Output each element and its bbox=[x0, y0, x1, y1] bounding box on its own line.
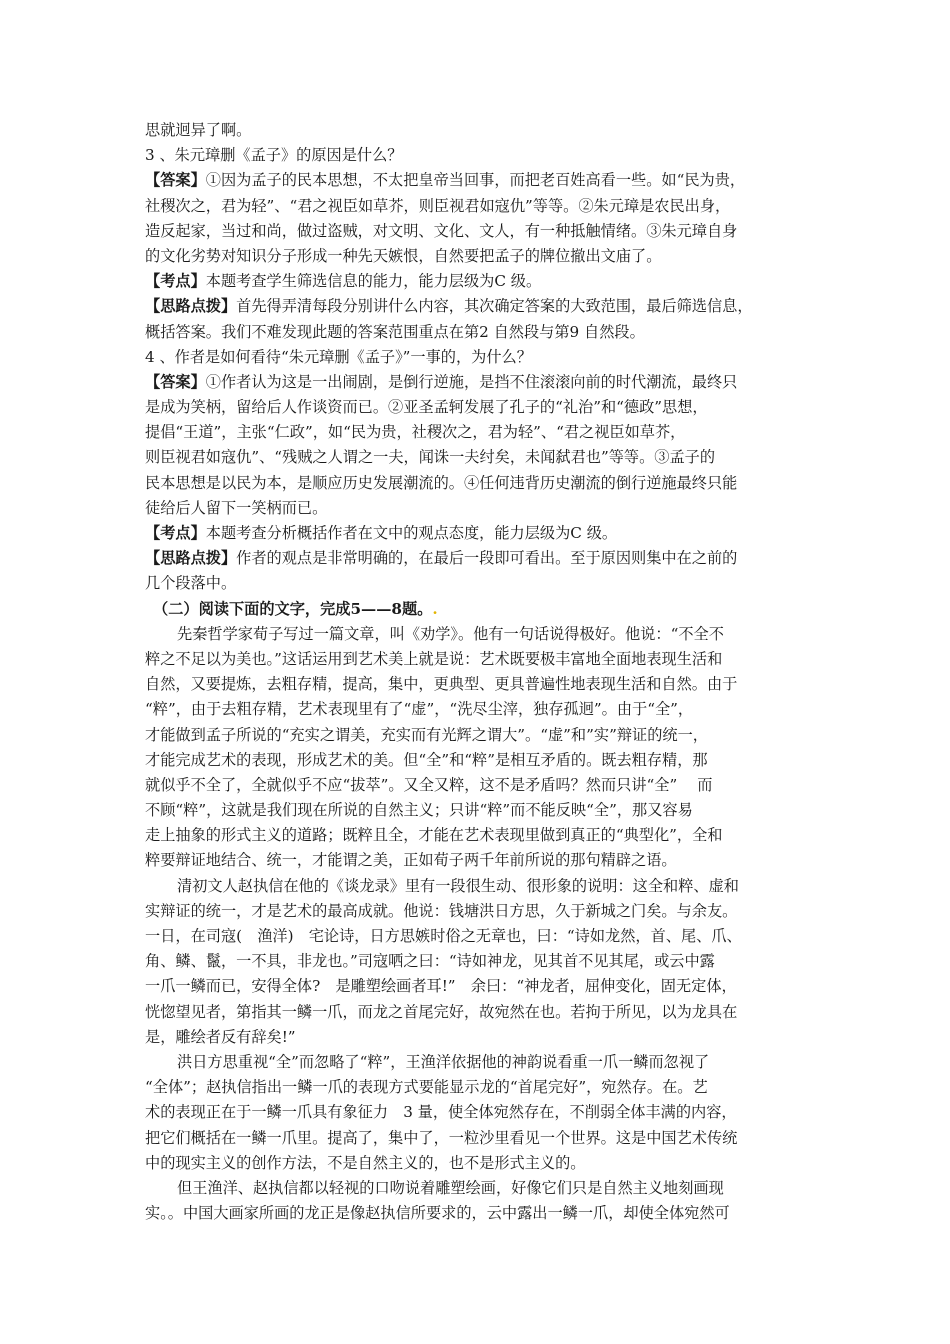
p1-line-7: 就似乎不全了，全就似乎不应“拔萃”。又全又粹，这不是矛盾吗？然而只讲“全” 而 bbox=[145, 775, 713, 794]
hint-label: 【思路点拨】 bbox=[145, 549, 237, 568]
p3-line-2-text: “全体”；赵执信指出一鳞一爪的表现方式要能显示龙的“首尾完好”，宛然存 bbox=[145, 1078, 647, 1097]
q4-point bbox=[145, 521, 805, 546]
q4-answer-line-5: 民本思想是以民为本，是顺应历史发展潮流的。④任何违背历史潮流的倒行逆施最终只能 bbox=[145, 473, 738, 492]
p3-line-2 bbox=[145, 1075, 805, 1100]
p3-line-2-tail: 。在。艺 bbox=[646, 1078, 708, 1097]
p2-line-7: 是，雕绘者反有辞矣!” bbox=[145, 1027, 296, 1046]
q3-answer-line-3: 造反起家，当过和尚，做过盗贼，对文明、文化、文人，有一种抵触情绪。③朱元璋自身 bbox=[145, 221, 738, 240]
q4-hint-text: 作者的观点是非常明确的，在最后一段即可看出。至于原因则集中在之前的 bbox=[236, 549, 738, 568]
q3-hint-line-1 bbox=[145, 294, 805, 319]
p1-line-9: 走上抽象的形式主义的道路；既粹且全，才能在艺术表现里做到真正的“典型化”，全和 bbox=[145, 826, 723, 845]
p1-line-3: 自然，又要提炼，去粗存精，提高，集中，更典型、更具普遍性地表现生活和自然。由于 bbox=[145, 675, 738, 694]
p4-line-1: 但王渔洋、赵执信都以轻视的口吻说着雕塑绘画，好像它们只是自然主义地刻画现 bbox=[177, 1178, 724, 1197]
q3-hint-text: 首先得弄清每段分别讲什么内容，其次确定答案的大致范围，最后筛选信息， bbox=[236, 297, 753, 316]
point-label: 【考点】 bbox=[145, 272, 206, 291]
p2-line-2: 实辩证的统一，才是艺术的最高成就。他说：钱塘洪日方思，久于新城之门矣。与余友。 bbox=[145, 901, 738, 920]
p4-line-2: 实。。中国大画家所画的龙正是像赵执信所要求的，云中露出一鳞一爪，却使全体宛然可 bbox=[145, 1204, 730, 1223]
q4-point-text: 本题考查分析概括作者在文中的观点态度，能力层级为C 级。 bbox=[205, 524, 618, 542]
highlight-dot: . bbox=[432, 599, 438, 618]
p1-line-4: “粹”，由于去粗存精，艺术表现里有了“虚”，“洗尽尘滓，独存孤迥”。由于“全”， bbox=[145, 700, 694, 719]
section-heading bbox=[145, 597, 805, 622]
p1-line-1: 先秦哲学家荀子写过一篇文章，叫《劝学》。他有一句话说得极好。他说：“不全不 bbox=[177, 624, 724, 643]
q3-answer-line-4: 的文化劣势对知识分子形成一种先天嫉恨，自然要把孟子的牌位撤出文庙了。 bbox=[145, 246, 662, 265]
q2-answer-tail: 思就迥异了啊。 bbox=[145, 121, 252, 139]
q4-answer-line-4: 则臣视君如寇仇”、“残贼之人谓之一夫，闻诛一夫纣矣，未闻弑君也”等等。③孟子的 bbox=[145, 448, 716, 467]
p2-line-6: 恍惚望见者，第指其一鳞一爪，而龙之首尾完好，故宛然在也。若拘于所见，以为龙具在 bbox=[145, 1002, 738, 1021]
hint-label: 【思路点拨】 bbox=[145, 297, 237, 316]
p2-line-1: 清初文人赵执信在他的《谈龙录》里有一段很生动、很形象的说明：这全和粹、虚和 bbox=[177, 876, 739, 895]
answer-label: 【答案】 bbox=[145, 372, 206, 391]
p2-line-5: 一爪一鳞而已，安得全体? 是雕塑绘画者耳!” 余曰：“神龙者，屈伸变化，固无定体， bbox=[145, 977, 737, 996]
q3-answer-line-2: 社稷次之，君为轻”、“君之视臣如草芥，则臣视君如寇仇”等等。②朱元璋是农民出身， bbox=[145, 196, 731, 215]
p3-line-4: 把它们概括在一鳞一爪里。提高了，集中了，一粒沙里看见一个世界。这是中国艺术传统 bbox=[145, 1128, 738, 1147]
p1-line-6: 才能完成艺术的表现，形成艺术的美。但“全”和“粹”是相互矛盾的。既去粗存精，那 bbox=[145, 750, 708, 769]
p1-line-10: 粹要辩证地结合、统一，才能谓之美，正如荀子两千年前所说的那句精辟之语。 bbox=[145, 851, 677, 870]
p3-line-3: 术的表现正在于一鳞一爪具有象征力 3 量，使全体宛然存在，不削弱全体丰满的内容， bbox=[145, 1103, 737, 1122]
p1-line-8: 不顾“粹”，这就是我们现在所说的自然主义；只讲“粹”而不能反映“全”，那又容易 bbox=[145, 801, 693, 820]
p1-line-2: 粹之不足以为美也。”这话运用到艺术美上就是说：艺术既要极丰富地全面地表现生活和 bbox=[145, 649, 723, 668]
point-label: 【考点】 bbox=[145, 524, 206, 542]
q4-answer-line-2: 是成为笑柄，留给后人作谈资而已。②亚圣孟轲发展了孔子的“礼治”和“德政”思想， bbox=[145, 398, 708, 417]
question-4: 4 、作者是如何看待“朱元璋删《孟子》”一事的，为什么？ bbox=[145, 347, 532, 366]
q3-hint-line-2: 概括答案。我们不难发现此题的答案范围重点在第2 自然段与第9 自然段。 bbox=[145, 322, 645, 341]
answer-label: 【答案】 bbox=[145, 171, 206, 190]
section-heading-text: （二）阅读下面的文字，完成5——8题。 bbox=[153, 599, 433, 618]
q3-answer-text: ①因为孟子的民本思想，不太把皇帝当回事，而把老百姓高看一些。如“民为贵， bbox=[205, 171, 746, 190]
question-3: 3 、朱元璋删《孟子》的原因是什么？ bbox=[145, 146, 403, 165]
p1-line-5: 才能做到孟子所说的“充实之谓美，充实而有光辉之谓大”。“虚”和”实”辩证的统一， bbox=[145, 725, 708, 744]
q4-answer-line-1 bbox=[145, 370, 805, 395]
q4-hint-line-1 bbox=[145, 546, 805, 571]
q3-answer-line-1 bbox=[145, 168, 805, 193]
p3-line-1: 洪日方思重视“全”而忽略了“粹”，王渔洋依据他的神韵说看重一爪一鳞而忽视了 bbox=[177, 1052, 710, 1071]
q4-hint-line-2: 几个段落中。 bbox=[145, 574, 237, 593]
q3-point-text: 本题考查学生筛选信息的能力，能力层级为C 级。 bbox=[205, 272, 542, 291]
q4-answer-text: ①作者认为这是一出闹剧，是倒行逆施，是挡不住滚滚向前的时代潮流，最终只 bbox=[205, 372, 738, 391]
p2-line-3: 一日，在司寇( 渔洋) 宅论诗，日方思嫉时俗之无章也，曰：“诗如龙然，首、尾、爪、 bbox=[145, 927, 742, 945]
q3-point bbox=[145, 269, 805, 294]
p3-line-5: 中的现实主义的创作方法，不是自然主义的，也不是形式主义的。 bbox=[145, 1153, 586, 1172]
q4-answer-line-3: 提倡“王道”，主张“仁政”，如“民为贵，社稷次之，君为轻”、“君之视臣如草芥， bbox=[145, 423, 686, 442]
document-page bbox=[145, 118, 805, 1226]
q4-answer-line-6: 徒给后人留下一笑柄而已。 bbox=[145, 498, 328, 517]
p2-line-4: 角、鳞、鬣，一不具，非龙也。”司寇哂之曰：“诗如神龙，见其首不见其尾，或云中露 bbox=[145, 952, 715, 971]
